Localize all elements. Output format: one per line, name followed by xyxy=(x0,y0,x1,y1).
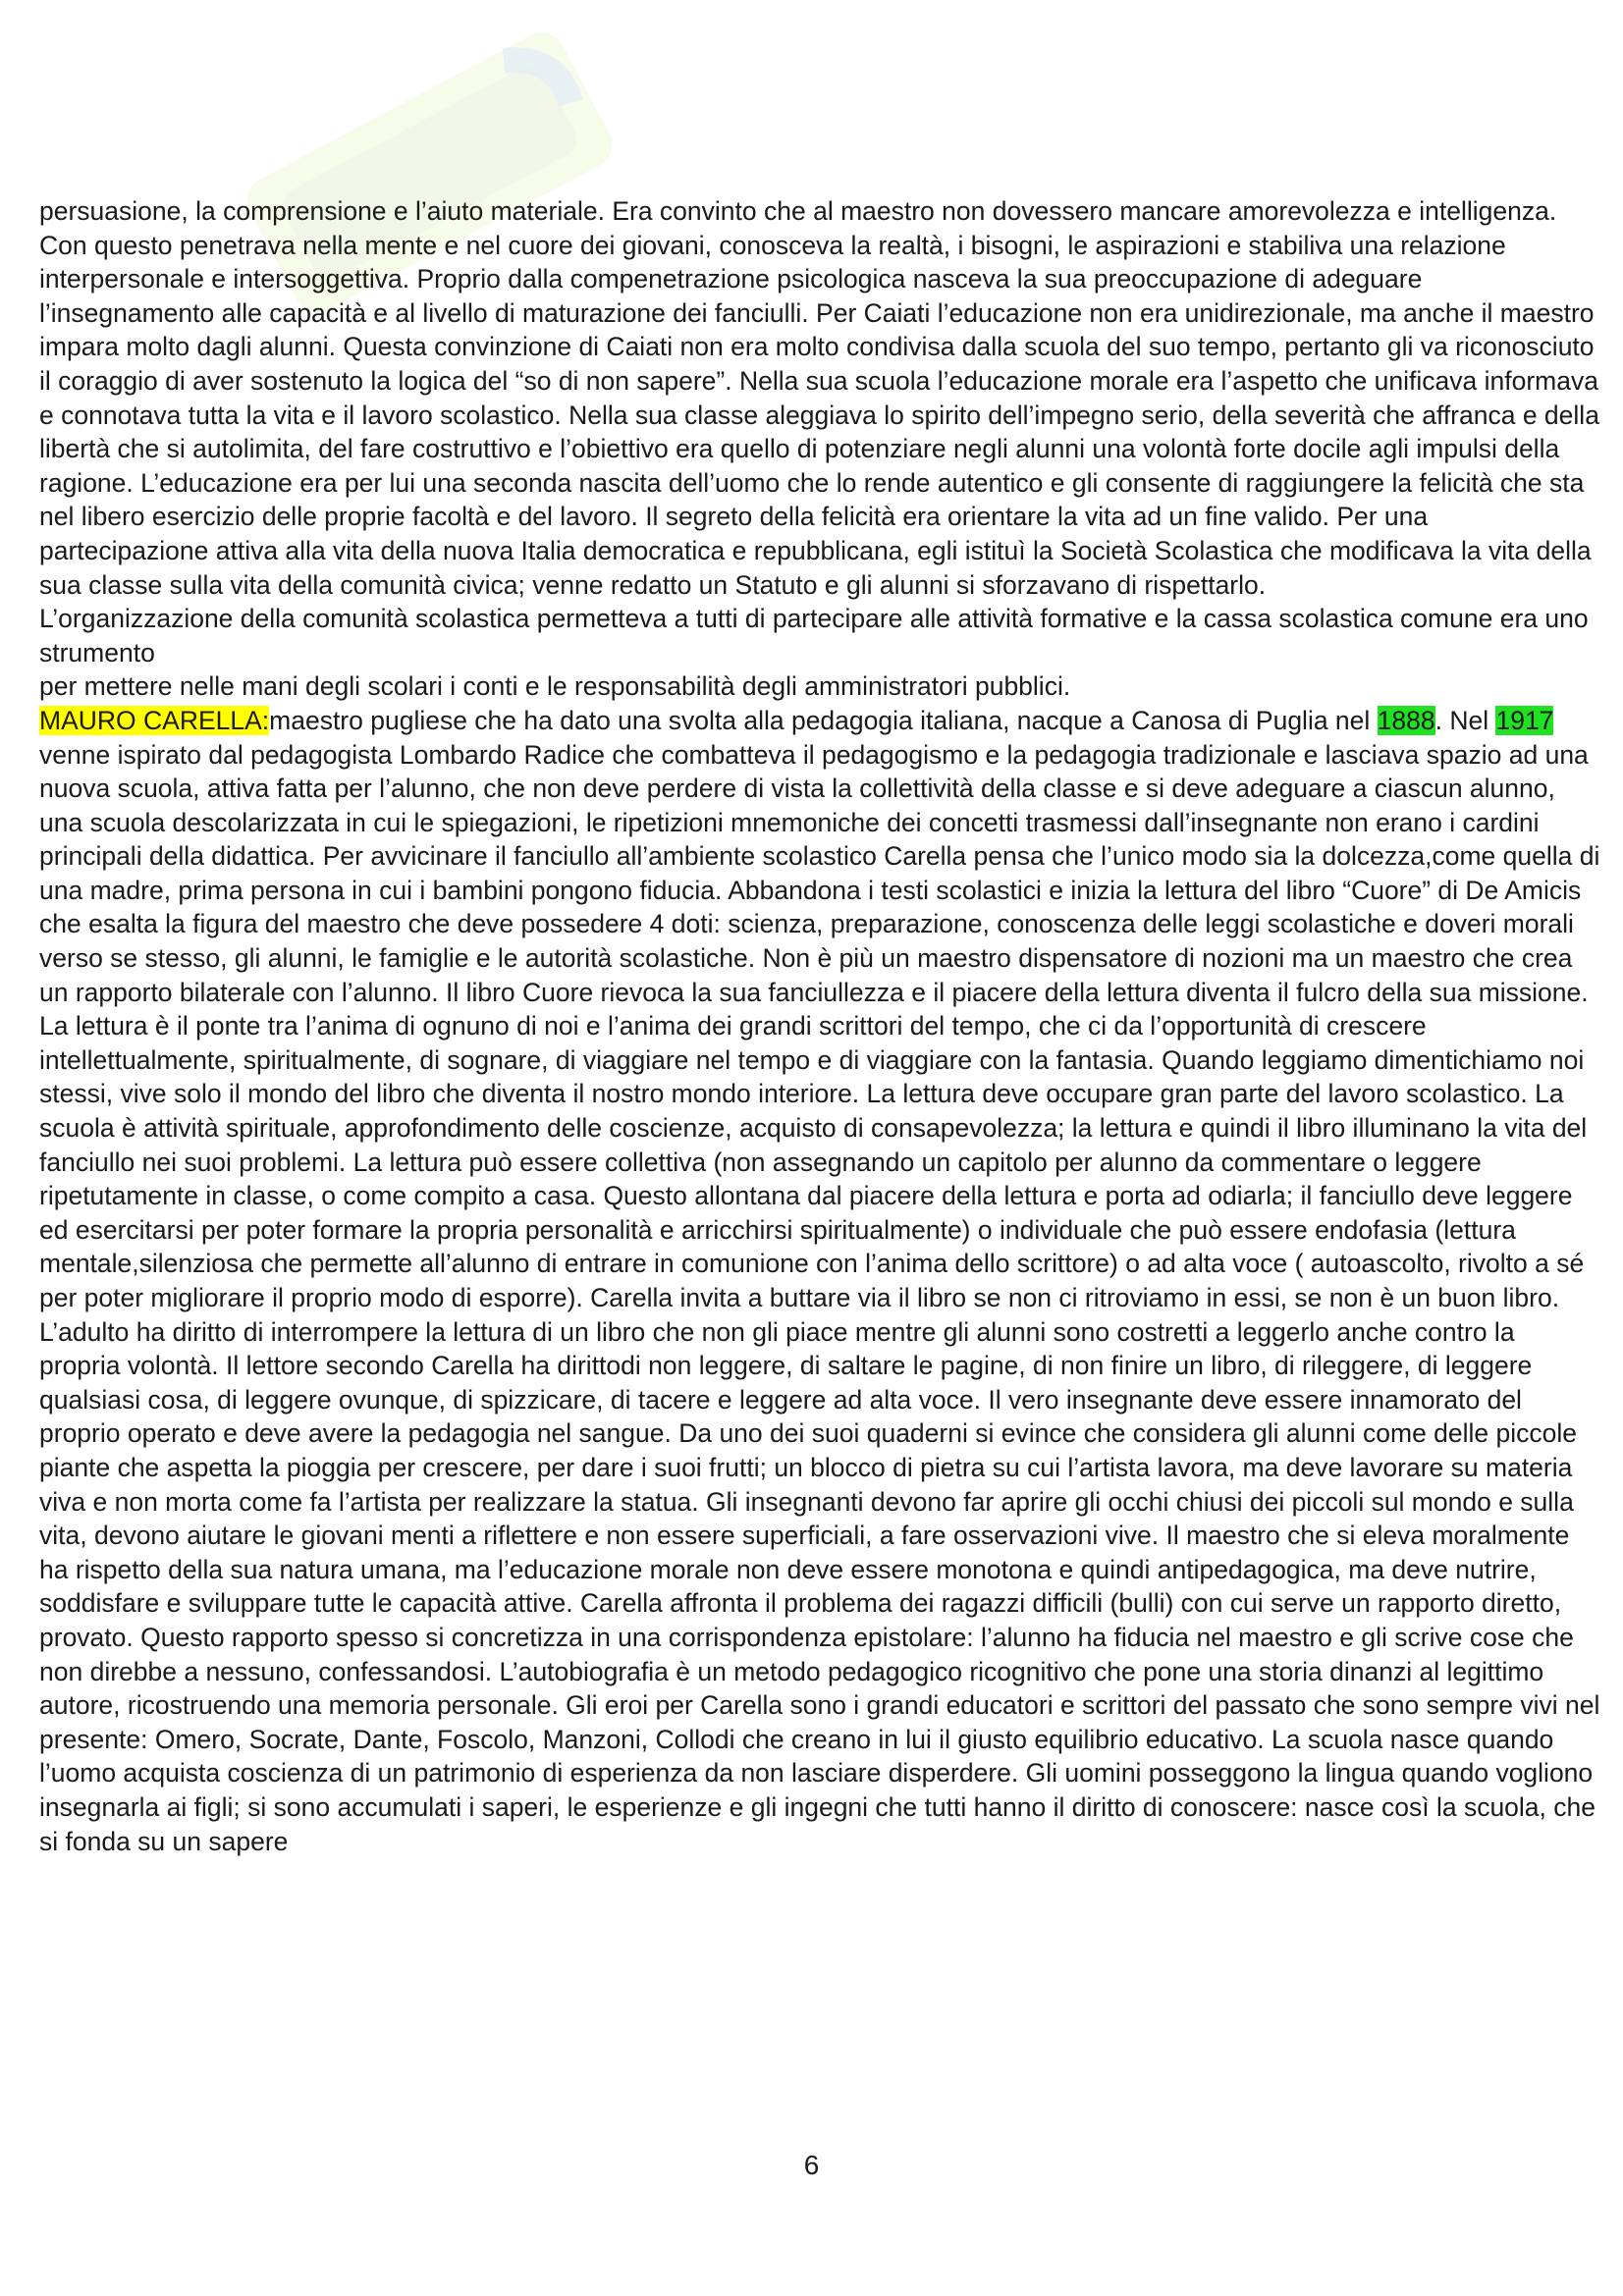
highlighted-year-inspiration: 1917 xyxy=(1495,705,1554,735)
body-text xyxy=(39,194,1600,1858)
text-segment: . Nel xyxy=(1434,705,1496,735)
paragraph-carella xyxy=(39,704,1600,1858)
highlighted-name: MAURO CARELLA: xyxy=(39,705,270,735)
paragraph-organizzazione: L’organizzazione della comunità scolastica permetteva a tutti di partecipare alle attività formative e la cassa scolastica comune era uno strumento xyxy=(39,604,1589,667)
text-segment: venne ispirato dal pedagogista Lombardo Radice che combatteva il pedagogismo e la pedagogia tradizionale e lasciava spazio ad una nuova scuola, attiva fatta per l’alunno, che non deve perdere di vista la collettività della classe e si deve adeguare a ciascun alunno, una scuola descolarizzata in cui le spiegazioni, le ripetizioni mnemoniche dei concetti trasmessi dall’insegnante non erano i cardini principali della didattica. Per avvicinare il fanciullo all’ambiente scolastico Carella pensa che l’unico modo sia la dolcezza,come quella di una madre, prima persona in cui i bambini pongono fiducia. Abbandona i testi scolastici e inizia la lettura del libro “Cuore” di De Amicis che esalta la figura del maestro che deve possedere 4 doti: scienza, preparazione, conoscenza delle leggi scolastiche e doveri morali verso se stesso, gli alunni, le famiglie e le autorità scolastiche. Non è più un maestro dispensatore di nozioni ma un maestro che crea un rapporto bilaterale con l’alunno. Il libro Cuore rievoca la sua fanciullezza e il piacere della lettura diventa il fulcro della sua missione. La lettura è il ponte tra l’anima di ognuno di noi e l’anima dei grandi scrittori del tempo, che ci da l’opportunità di crescere intellettualmente, spiritualmente, di sognare, di viaggiare nel tempo e di viaggiare con la fantasia. Quando leggiamo dimentichiamo noi stessi, vive solo il mondo del libro che diventa il nostro mondo interiore. La lettura deve occupare gran parte del lavoro scolastico. La scuola è attività spirituale, approfondimento delle coscienze, acquisto di consapevolezza; la lettura e quindi il libro illuminano la vita del fanciullo nei suoi problemi. La lettura può essere collettiva (non assegnando un capitolo per alunno da commentare o leggere ripetutamente in classe, o come compito a casa. Questo allontana dal piacere della lettura e porta ad odiarla; il fanciullo deve leggere ed esercitarsi per poter formare la propria personalità e arricchirsi spiritualmente) o individuale che può essere endofasia (lettura mentale,silenziosa che permette all’alunno di entrare in comunione con l’anima dello scrittore) o ad alta voce ( autoascolto, rivolto a sé per poter migliorare il proprio modo di esporre). Carella invita a buttare via il libro se non ci ritroviamo in essi, se non è un buon libro. L’adulto ha diritto di interrompere la lettura di un libro che non gli piace mentre gli alunni sono costretti a leggerlo anche contro la propria volontà. Il lettore secondo Carella ha dirittodi non leggere, di saltare le pagine, di non finire un libro, di rileggere, di leggere qualsiasi cosa, di leggere ovunque, di spizzicare, di tacere e leggere ad alta voce. Il vero insegnante deve essere innamorato del proprio operato e deve avere la pedagogia nel sangue. Da uno dei suoi quaderni si evince che considera gli alunni come delle piccole piante che aspetta la pioggia per crescere, per dare i suoi frutti; un blocco di pietra su cui l’artista lavora, ma deve lavorare su materia viva e non morta come fa l’artista per realizzare la statua. Gli insegnanti devono far aprire gli occhi chiusi dei piccoli sul mondo e sulla vita, devono aiutare le giovani menti a riflettere e non essere superficiali, a fare osservazioni vive. Il maestro che si eleva moralmente ha rispetto della sua natura umana, ma l’educazione morale non deve essere monotona e quindi antipedagogica, ma deve nutrire, soddisfare e sviluppare tutte le capacità attive. Carella affronta il problema dei ragazzi difficili (bulli) con cui serve un rapporto diretto, provato. Questo rapporto spesso si concretizza in una corrispondenza epistolare: l’alunno ha fiducia nel maestro e gli scrive cose che non direbbe a nessuno, confessandosi. L’autobiografia è un metodo pedagogico ricognitivo che pone una storia dinanzi al legittimo autore, ricostruendo una memoria personale. Gli eroi per Carella sono i grandi educatori e scrittori del passato che sono sempre vivi nel presente: Omero, Socrate, Dante, Foscolo, Manzoni, Collodi che creano in lui il giusto equilibrio educativo. La scuola nasce quando l’uomo acquista coscienza di un patrimonio di esperienza da non lasciare disperdere. Gli uomini posseggono la lingua quando vogliono insegnarla ai figli; si sono accumulati i saperi, le esperienze e gli ingegni che tutti hanno il diritto di conoscere: nasce così la scuola, che si fonda su un sapere xyxy=(39,739,1600,1856)
highlighted-year-birth: 1888 xyxy=(1377,705,1435,735)
page-number: 6 xyxy=(803,2150,820,2180)
text-segment: maestro pugliese che ha dato una svolta alla pedagogia italiana, nacque a Canosa di Puglia nel xyxy=(269,705,1378,735)
paragraph-caiati: persuasione, la comprensione e l’aiuto materiale. Era convinto che al maestro non dovessero mancare amorevolezza e intelligenza. Con questo penetrava nella mente e nel cuore dei giovani, conosceva la realtà, i bisogni, le aspirazioni e stabiliva una relazione interpersonale e intersoggettiva. Proprio dalla compenetrazione psicologica nasceva la sua preoccupazione di adeguare l’insegnamento alle capacità e al livello di maturazione dei fanciulli. Per Caiati l’educazione non era unidirezionale, ma anche il maestro impara molto dagli alunni. Questa convinzione di Caiati non era molto condivisa dalla scuola del suo tempo, pertanto gli va riconosciuto il coraggio di aver sostenuto la logica del “so di non sapere”. Nella sua scuola l’educazione morale era l’aspetto che unificava informava e connotava tutta la vita e il lavoro scolastico. Nella sua classe aleggiava lo spirito dell’impegno serio, della severità che affranca e della libertà che si autolimita, del fare costruttivo e l’obiettivo era quello di potenziare negli alunni una volontà forte docile agli impulsi della ragione. L’educazione era per lui una seconda nascita dell’uomo che lo rende autentico e gli consente di raggiungere la felicità che sta nel libero esercizio delle proprie facoltà e del lavoro. Il segreto della felicità era orientare la vita ad un fine valido. Per una partecipazione attiva alla vita della nuova Italia democratica e repubblicana, egli istituì la Società Scolastica che modificava la vita della sua classe sulla vita della comunità civica; venne redatto un Statuto e gli alunni si sforzavano di rispettarlo. xyxy=(39,196,1599,600)
paragraph-amministratori: per mettere nelle mani degli scolari i conti e le responsabilità degli amministratori pubblici. xyxy=(39,671,1071,702)
